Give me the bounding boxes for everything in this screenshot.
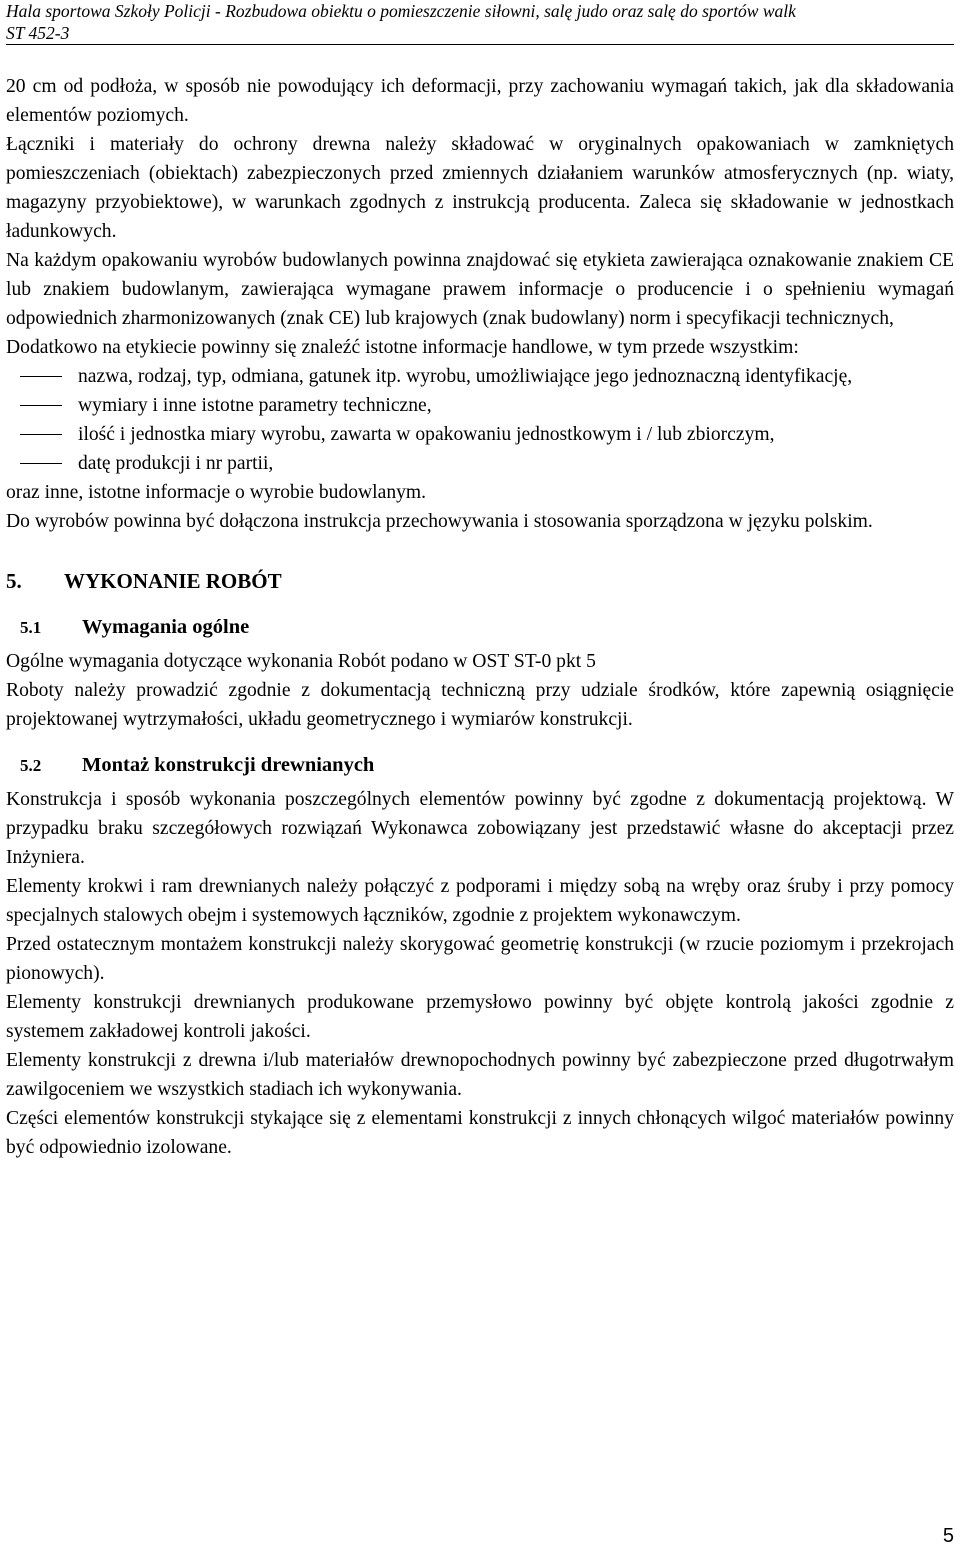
paragraph: 20 cm od podłoża, w sposób nie powodujący ich deformacji, przy zachowaniu wymagań takich, jak dla składowania elementów poziomych. <box>6 76 954 126</box>
subsection-title: Wymagania ogólne <box>82 616 250 638</box>
paragraph: Elementy konstrukcji z drewna i/lub materiałów drewnopochodnych powinny być zabezpieczone przed długotrwałym zawilgoceniem we wszystkich stadiach ich wykonywania. <box>6 1050 954 1100</box>
list-item-text: nazwa, rodzaj, typ, odmiana, gatunek itp. wyrobu, umożliwiające jego jednoznaczną identyfikację, <box>78 366 853 387</box>
paragraph: Części elementów konstrukcji stykające się z elementami konstrukcji z innych chłonących wilgoć materiałów powinny być odpowiednio izolowane. <box>6 1108 954 1158</box>
list-item-text: ilość i jednostka miary wyrobu, zawarta w opakowaniu jednostkowym i / lub zbiorczym, <box>78 424 775 445</box>
dash-bullet-icon <box>20 405 62 406</box>
dash-bullet-icon <box>20 434 62 435</box>
subsection-heading-5-1 <box>6 612 954 643</box>
section-heading-5 <box>6 566 954 596</box>
paragraph: Łączniki i materiały do ochrony drewna należy składować w oryginalnych opakowaniach w zamkniętych pomieszczeniach (obiektach) zabezpieczonych przed zmiennych działaniem warunków atmosferycznych (np. wiaty, magazyny przyobiektowe), w warunkach zgodnych z instrukcją producenta. Zaleca się składowanie w jednostkach ładunkowych. <box>6 134 954 242</box>
header-divider <box>6 44 954 45</box>
section-title: WYKONANIE ROBÓT <box>64 569 282 593</box>
paragraph: Ogólne wymagania dotyczące wykonania Robót podano w OST ST-0 pkt 5 <box>6 651 596 672</box>
paragraph: Elementy konstrukcji drewnianych produkowane przemysłowo powinny być objęte kontrolą jakości zgodnie z systemem zakładowej kontroli jakości. <box>6 992 954 1042</box>
subsection-number: 5.2 <box>20 756 42 775</box>
subsection-number: 5.1 <box>20 618 42 637</box>
dash-bullet-icon <box>20 463 62 464</box>
list-item <box>6 391 954 420</box>
subsection-title: Montaż konstrukcji drewnianych <box>82 754 375 776</box>
list-item <box>6 449 954 478</box>
paragraph: Przed ostatecznym montażem konstrukcji należy skorygować geometrię konstrukcji (w rzucie poziomym i przekrojach pionowych). <box>6 934 954 984</box>
paragraph: Roboty należy prowadzić zgodnie z dokumentacją techniczną przy udziale środków, które zapewnią osiągnięcie projektowanej wytrzymałości, układu geometrycznego i wymiarów konstrukcji. <box>6 680 954 730</box>
paragraph: oraz inne, istotne informacje o wyrobie budowlanym. <box>6 482 427 503</box>
paragraph: Dodatkowo na etykiecie powinny się znaleźć istotne informacje handlowe, w tym przede wszystkim: <box>6 337 799 358</box>
page-number: 5 <box>942 1525 954 1547</box>
subsection-heading-5-2 <box>6 750 954 781</box>
paragraph: Na każdym opakowaniu wyrobów budowlanych powinna znajdować się etykieta zawierająca oznakowanie znakiem CE lub znakiem budowlanym, zawierająca wymagane prawem informacje o producencie i o spełnieniu wymagań odpowiednich zharmonizowanych (znak CE) lub krajowych (znak budowlany) norm i specyfikacji technicznych, <box>6 250 954 329</box>
list-item-text: wymiary i inne istotne parametry techniczne, <box>78 395 432 416</box>
dash-bullet-icon <box>20 376 62 377</box>
paragraph: Konstrukcja i sposób wykonania poszczególnych elementów powinny być zgodne z dokumentacją projektową. W przypadku braku szczegółowych rozwiązań Wykonawca zobowiązany jest przedstawić własne do akceptacji przez Inżyniera. <box>6 789 954 868</box>
paragraph: Elementy krokwi i ram drewnianych należy połączyć z podporami i między sobą na wręby oraz śruby i przy pomocy specjalnych stalowych obejm i systemowych łączników, zgodnie z projektem wykonawczym. <box>6 876 954 926</box>
list-item <box>6 420 954 449</box>
header-spec-code: ST 452-3 <box>6 23 70 43</box>
header-title: Hala sportowa Szkoły Policji - Rozbudowa obiektu o pomieszczenie siłowni, salę judo oraz salę do sportów walk <box>6 1 796 21</box>
document-body <box>6 72 954 1162</box>
list-item-text: datę produkcji i nr partii, <box>78 453 274 474</box>
list-item <box>6 362 954 391</box>
page-header <box>6 0 954 44</box>
section-number: 5. <box>6 569 22 593</box>
paragraph: Do wyrobów powinna być dołączona instrukcja przechowywania i stosowania sporządzona w języku polskim. <box>6 511 873 532</box>
bullet-list <box>6 362 954 478</box>
